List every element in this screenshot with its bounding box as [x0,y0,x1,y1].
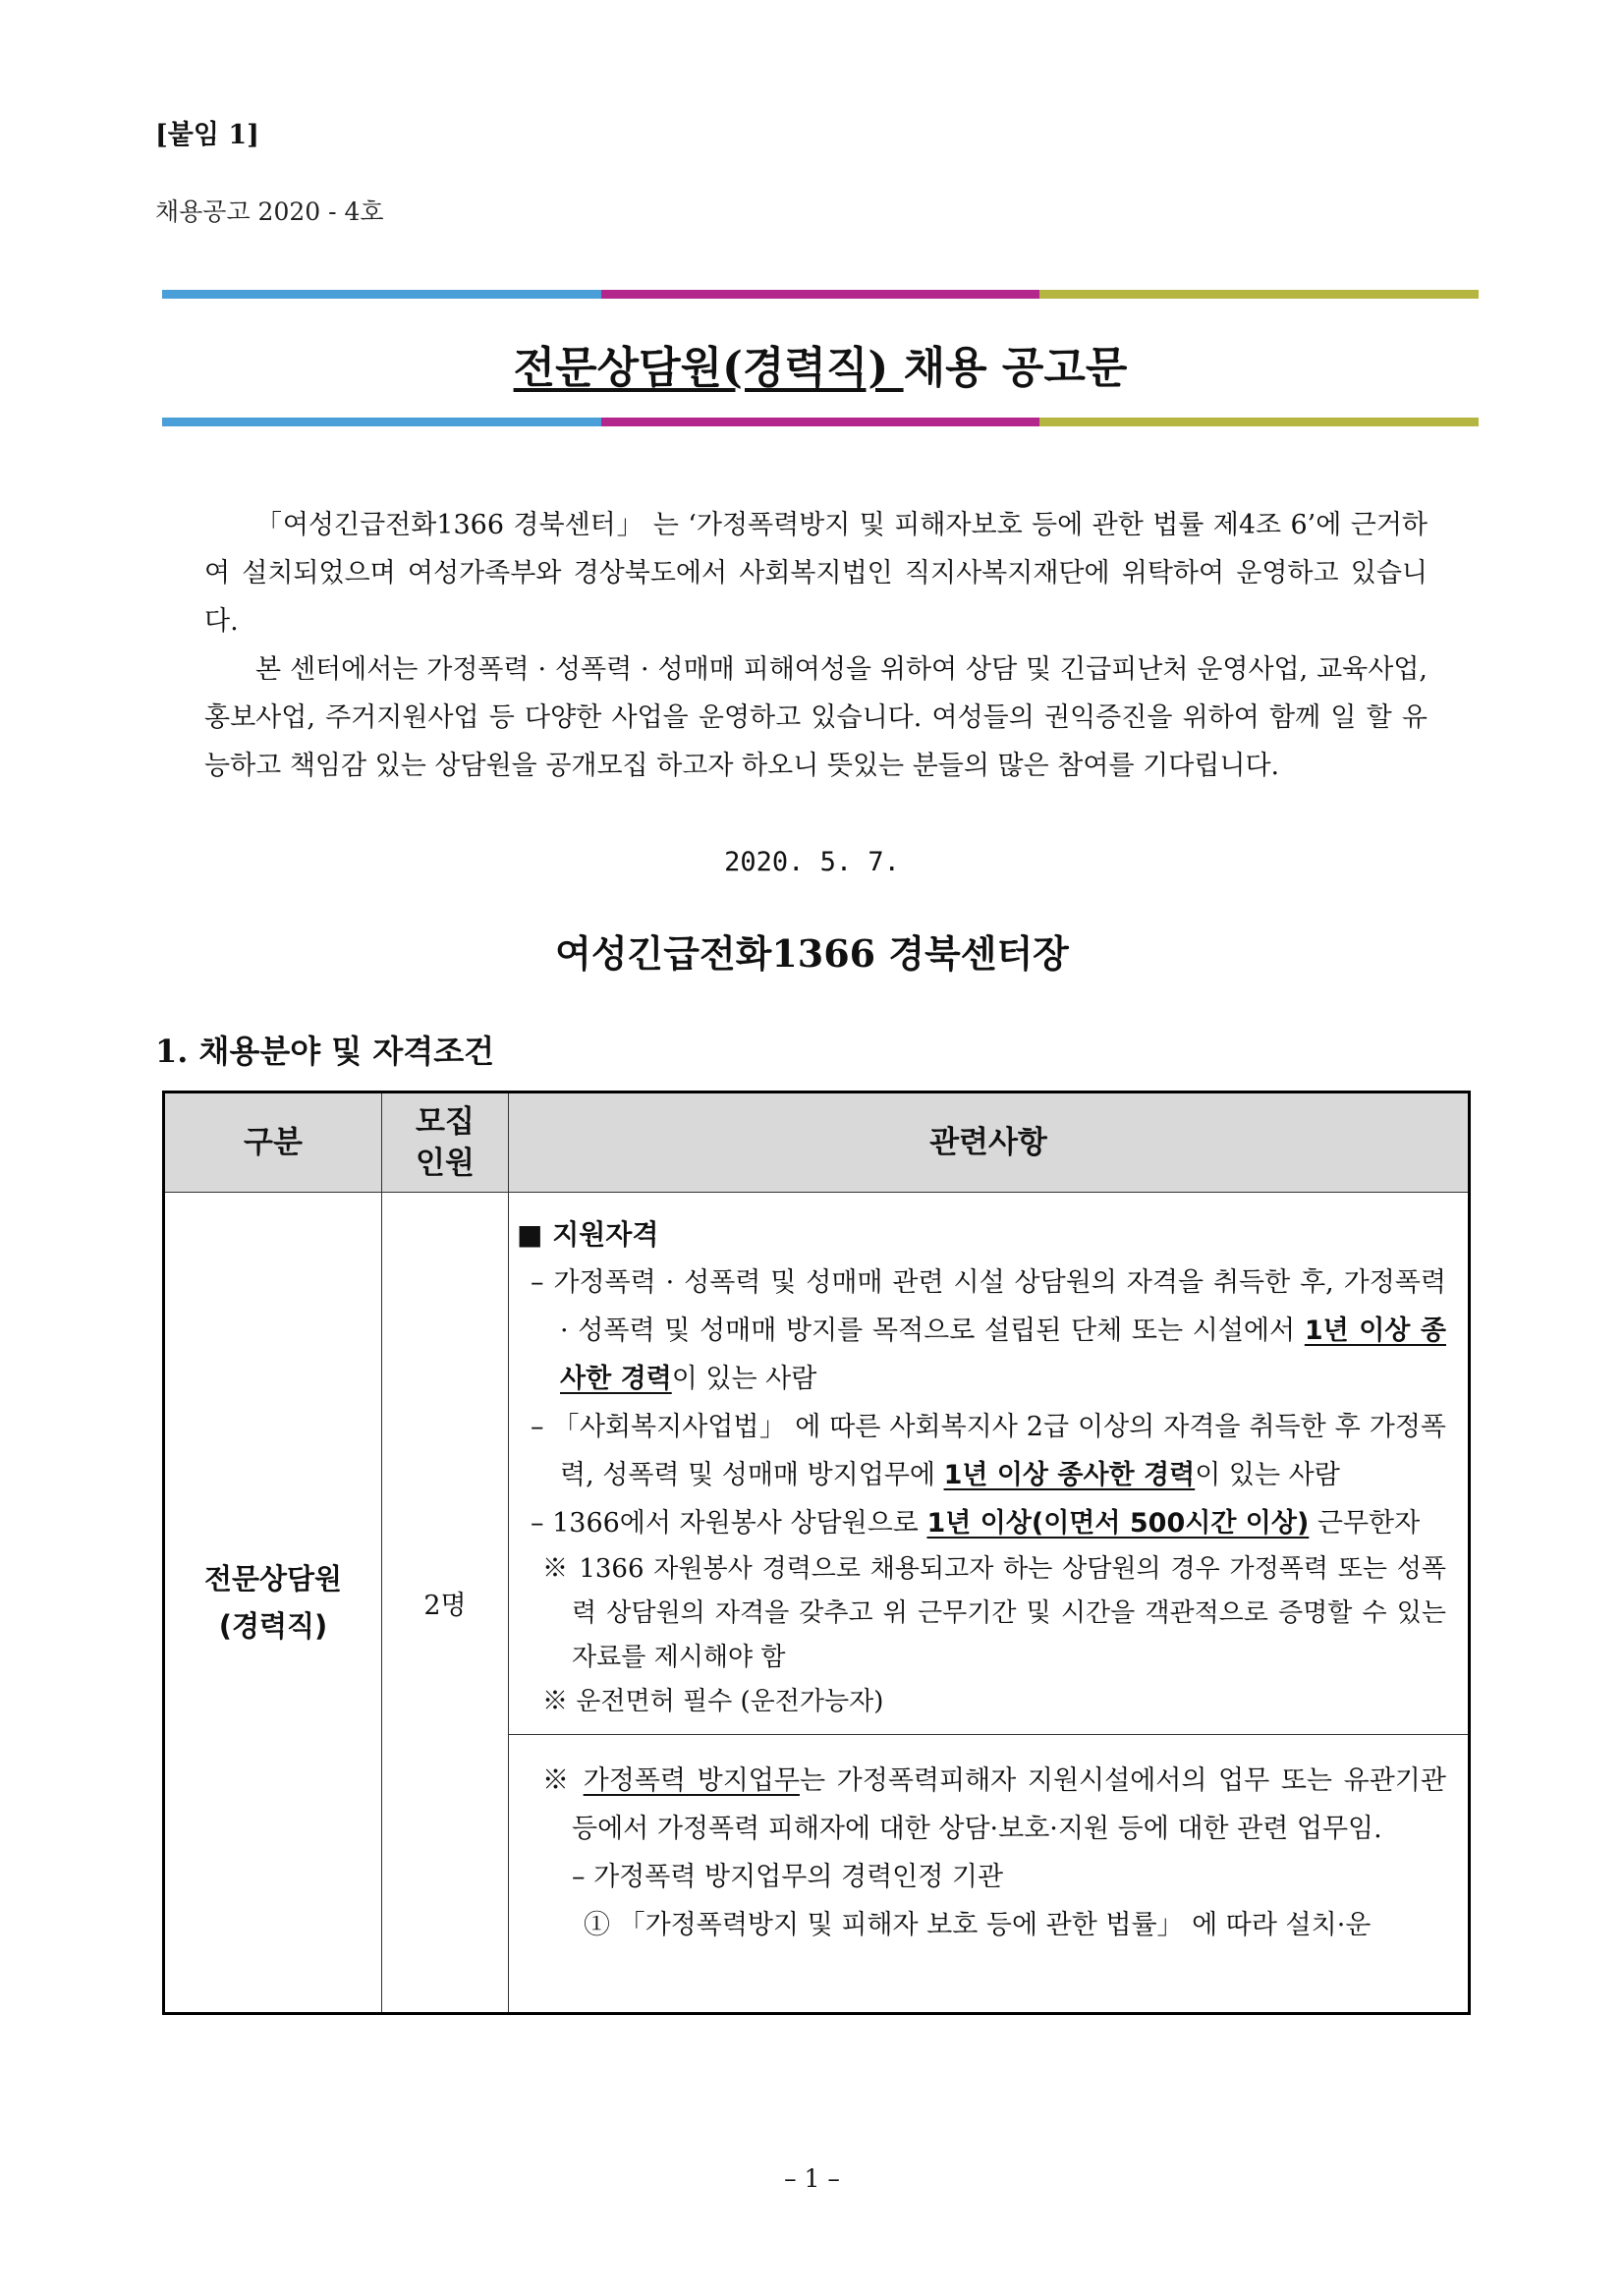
color-band-bottom [162,418,1479,426]
band-segment-olive [1039,290,1479,299]
title-rest: 채용 공고문 [903,343,1128,393]
recruitment-table [162,1091,1471,2015]
qualifications-cell [509,1193,1470,1735]
item2-emphasis: 1년 이상 종사한 경력 [943,1460,1196,1490]
header-count-line1: 모집 [416,1104,475,1140]
band-segment-blue [162,418,601,426]
definition-note [517,1757,1446,1853]
table-row [164,1193,1470,1735]
band-segment-magenta [601,290,1040,299]
color-band-top [162,290,1479,299]
qualifications-title: ■ 지원자격 [517,1218,659,1251]
table-header-row [164,1092,1470,1193]
band-segment-olive [1039,418,1479,426]
career-institutions: – 가정폭력 방지업무의 경력인정 기관 [572,1862,1004,1892]
item3-text: – 1366에서 자원봉사 상담원으로 [531,1508,927,1539]
item1-text: – 가정폭력 · 성폭력 및 성매매 관련 시설 상담원의 자격을 취득한 후, 가정폭력 · 성폭력 및 성매매 방지를 목적으로 설립된 단체 또는 시설에서 [531,1267,1446,1346]
document-title [162,332,1479,395]
category-cell [164,1193,382,2014]
definition-term: 가정폭력 방지업무 [583,1765,800,1796]
title-underlined: 전문상담원(경력직) [513,343,904,393]
definition-cell [509,1735,1470,2014]
institution-item-1: ① 「가정폭력방지 및 피해자 보호 등에 관한 법률」 에 따라 설치·운 [584,1910,1372,1940]
notice-number: 채용공고 2020 - 4호 [155,197,384,226]
band-segment-magenta [601,418,1040,426]
license-note: ※ 운전면허 필수 (운전가능자) [542,1687,884,1716]
item3-emphasis: 1년 이상(이면서 500시간 이상) [926,1508,1310,1539]
intro-paragraph-1: 「여성긴급전화1366 경북센터」 는 ‘가정폭력방지 및 피해자보호 등에 관한 법률 제4조 6’에 근거하여 설치되었으며 여성가족부와 경상북도에서 사회복지법인 직지사복지재단에 위탁하여 운영하고 있습니다. [204,510,1428,637]
item1-emphasis: 1년 이상 종사한 경력 [560,1316,1446,1394]
qualification-item-3 [517,1499,1446,1547]
signature: 여성긴급전화1366 경북센터장 [555,931,1069,976]
definition-mark: ※ [542,1765,584,1796]
qualification-item-2 [517,1403,1446,1499]
header-count [382,1092,509,1193]
category-line1: 전문상담원 [203,1562,343,1596]
section-heading: 1. 채용분야 및 자격조건 [155,1033,495,1070]
notice-date: 2020. 5. 7. [724,847,900,877]
definition-text: 는 가정폭력피해자 지원시설에서의 업무 또는 유관기관 등에서 가정폭력 피해자에 대한 상담·보호·지원 등에 대한 관련 업무임. [572,1765,1446,1844]
band-segment-blue [162,290,601,299]
volunteer-note: ※ 1366 자원봉사 경력으로 채용되고자 하는 상담원의 경우 가정폭력 또는 성폭력 상담원의 자격을 갖추고 위 근무기간 및 시간을 객관적으로 증명할 수 있는 자료를 제시해야 함 [542,1554,1446,1672]
header-category: 구분 [164,1092,382,1193]
count-cell: 2명 [382,1193,509,2014]
header-details: 관련사항 [509,1092,1470,1193]
qualification-item-1 [517,1259,1446,1403]
item2-text: – 「사회복지사업법」 에 따른 사회복지사 2급 이상의 자격을 취득한 후 가정폭력, 성폭력 및 성매매 방지업무에 [531,1412,1446,1490]
intro-paragraph-2: 본 센터에서는 가정폭력 · 성폭력 · 성매매 피해여성을 위하여 상담 및 긴급피난처 운영사업, 교육사업, 홍보사업, 주거지원사업 등 다양한 사업을 운영하고 있습니다. 여성들의 권익증진을 위하여 함께 일 할 유능하고 책임감 있는 상담원을 공개모집 하고자 하오니 뜻있는 분들의 많은 참여를 기다립니다. [204,654,1428,781]
intro-text [204,501,1428,790]
header-count-line2: 인원 [416,1146,475,1181]
attachment-label: [붙임 1] [155,120,259,150]
item1-end: 이 있는 사람 [671,1364,817,1394]
item3-end: 근무한자 [1309,1508,1421,1539]
category-line2: (경력직) [218,1609,328,1643]
item2-end: 이 있는 사람 [1195,1460,1340,1490]
page-number: – 1 – [784,2164,840,2193]
